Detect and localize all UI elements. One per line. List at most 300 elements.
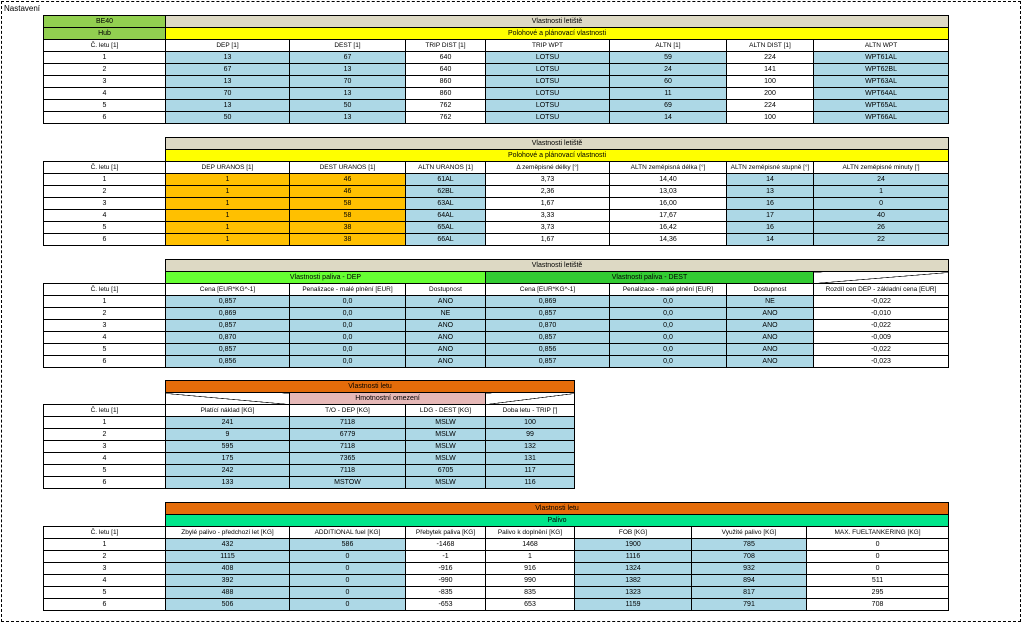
cell[interactable]: 13	[290, 64, 406, 76]
section-title: Vlastnosti letiště	[166, 16, 949, 28]
cell[interactable]: 1	[486, 551, 575, 563]
cell[interactable]: MSLW	[406, 441, 486, 453]
cell[interactable]: 432	[166, 539, 290, 551]
cell[interactable]: 17	[727, 210, 814, 222]
cell[interactable]: 1116	[575, 551, 692, 563]
cell[interactable]: 1	[44, 296, 166, 308]
col-header: DEST URANOS [1]	[290, 162, 406, 174]
col-header: Penalizace - malé plnění [EUR]	[610, 284, 727, 296]
group-header-dest: Vlastnosti paliva - DEST	[486, 272, 814, 284]
cell[interactable]: 132	[486, 441, 575, 453]
col-header: Platící náklad [KG]	[166, 405, 290, 417]
cell[interactable]: 242	[166, 465, 290, 477]
cell[interactable]: -835	[406, 587, 486, 599]
section-subtitle: Palivo	[166, 515, 949, 527]
cell[interactable]: 50	[290, 100, 406, 112]
cell[interactable]: 0,0	[610, 356, 727, 368]
cell[interactable]: 6	[44, 234, 166, 246]
cell[interactable]: 14,40	[610, 174, 727, 186]
cell[interactable]: 785	[692, 539, 807, 551]
table-row	[44, 465, 575, 477]
cell[interactable]: 13	[727, 186, 814, 198]
cell[interactable]: 894	[692, 575, 807, 587]
cell[interactable]: 4	[44, 332, 166, 344]
cell[interactable]: -0,022	[814, 344, 949, 356]
cell[interactable]: 586	[290, 539, 406, 551]
section-title: Vlastnosti letiště	[166, 138, 949, 150]
cell[interactable]: 0	[290, 575, 406, 587]
cell[interactable]: 1115	[166, 551, 290, 563]
col-header: LDG - DEST [KG]	[406, 405, 486, 417]
table-row	[44, 210, 949, 222]
col-header: ADDITIONAL fuel [KG]	[290, 527, 406, 539]
cell[interactable]: 0,0	[290, 356, 406, 368]
cell[interactable]: 392	[166, 575, 290, 587]
table-row	[44, 296, 949, 308]
cell[interactable]: 0	[807, 563, 949, 575]
cell[interactable]: 0,857	[166, 320, 290, 332]
cell[interactable]: 0,869	[166, 308, 290, 320]
cell[interactable]: MSLW	[406, 453, 486, 465]
cell[interactable]: 62BL	[406, 186, 486, 198]
fuel-table	[43, 502, 949, 611]
cell[interactable]: 117	[486, 465, 575, 477]
cell[interactable]: 762	[406, 100, 486, 112]
cell[interactable]: 2	[44, 429, 166, 441]
cell[interactable]: 0,870	[486, 320, 610, 332]
cell[interactable]: 4	[44, 88, 166, 100]
cell[interactable]: 14	[727, 174, 814, 186]
cell[interactable]: 2	[44, 186, 166, 198]
col-header: Palivo k doplnění [KG]	[486, 527, 575, 539]
cell[interactable]: 595	[166, 441, 290, 453]
cell[interactable]: 13	[290, 88, 406, 100]
cell[interactable]: ANO	[727, 308, 814, 320]
cell[interactable]: 1468	[486, 539, 575, 551]
cell[interactable]: 7118	[290, 465, 406, 477]
cell[interactable]: 22	[814, 234, 949, 246]
table-row	[44, 332, 949, 344]
cell[interactable]: 1,67	[486, 198, 610, 210]
col-header: TRIP WPT	[486, 40, 610, 52]
cell[interactable]: -0,023	[814, 356, 949, 368]
cell[interactable]: 0,0	[610, 296, 727, 308]
cell[interactable]: 3,73	[486, 222, 610, 234]
table-row	[44, 417, 575, 429]
col-header: ALTN zeměpisná délka [°]	[610, 162, 727, 174]
table-row	[44, 112, 949, 124]
table-row	[44, 234, 949, 246]
cell[interactable]: 116	[486, 477, 575, 489]
cell[interactable]: LOTSU	[486, 100, 610, 112]
cell[interactable]: -0,010	[814, 308, 949, 320]
col-header: TRIP DIST [1]	[406, 40, 486, 52]
section-title: Vlastnosti letiště	[166, 260, 949, 272]
cell[interactable]: 1	[814, 186, 949, 198]
cell[interactable]: 100	[727, 76, 814, 88]
table-row	[44, 186, 949, 198]
airport-properties-table-1	[43, 15, 949, 124]
col-header: Cena [EUR*KG^-1]	[166, 284, 290, 296]
cell[interactable]: 6	[44, 599, 166, 611]
cell[interactable]: 0,857	[166, 296, 290, 308]
cell[interactable]: 6	[44, 477, 166, 489]
cell[interactable]: 13	[166, 76, 290, 88]
cell[interactable]: WPT66AL	[814, 112, 949, 124]
col-header: Č. letu [1]	[44, 527, 166, 539]
cell[interactable]: ANO	[727, 332, 814, 344]
cell[interactable]: 61AL	[406, 174, 486, 186]
cell[interactable]: 5	[44, 100, 166, 112]
cell[interactable]: 50	[166, 112, 290, 124]
cell[interactable]: 860	[406, 76, 486, 88]
cell[interactable]: MSLW	[406, 477, 486, 489]
cell[interactable]: MSTOW	[290, 477, 406, 489]
table-row	[44, 174, 949, 186]
cell[interactable]: 241	[166, 417, 290, 429]
cell[interactable]: 1	[44, 417, 166, 429]
cell[interactable]: -916	[406, 563, 486, 575]
cell[interactable]: 14,36	[610, 234, 727, 246]
cell[interactable]: 16,00	[610, 198, 727, 210]
cell[interactable]: 0	[290, 551, 406, 563]
cell[interactable]: 16,42	[610, 222, 727, 234]
cell[interactable]: 1382	[575, 575, 692, 587]
cell[interactable]: ANO	[406, 296, 486, 308]
cell[interactable]: 59	[610, 52, 727, 64]
cell[interactable]: 24	[610, 64, 727, 76]
cell[interactable]: 0	[290, 563, 406, 575]
cell[interactable]: LOTSU	[486, 52, 610, 64]
cell[interactable]: 2,36	[486, 186, 610, 198]
cell[interactable]: 1323	[575, 587, 692, 599]
tag-be40[interactable]: BE40	[44, 16, 166, 28]
cell[interactable]: 67	[166, 64, 290, 76]
cell[interactable]: 0	[290, 599, 406, 611]
cell[interactable]: 0,0	[610, 332, 727, 344]
col-header: DEP URANOS [1]	[166, 162, 290, 174]
cell[interactable]: 13	[166, 100, 290, 112]
cell[interactable]: 224	[727, 52, 814, 64]
table-row	[44, 429, 575, 441]
cell[interactable]: 6	[44, 356, 166, 368]
cell[interactable]: 99	[486, 429, 575, 441]
cell[interactable]: 0,857	[166, 344, 290, 356]
col-header: Č. letu [1]	[44, 40, 166, 52]
cell[interactable]: LOTSU	[486, 64, 610, 76]
cell[interactable]: WPT61AL	[814, 52, 949, 64]
cell[interactable]: 13	[166, 52, 290, 64]
cell[interactable]: ANO	[727, 356, 814, 368]
cell[interactable]: WPT65AL	[814, 100, 949, 112]
cell[interactable]: 38	[290, 234, 406, 246]
cell[interactable]: 63AL	[406, 198, 486, 210]
cell[interactable]: 16	[727, 198, 814, 210]
table-row	[44, 308, 949, 320]
cell[interactable]: 3	[44, 198, 166, 210]
cell[interactable]: 200	[727, 88, 814, 100]
cell[interactable]: ANO	[727, 320, 814, 332]
cell[interactable]: 3	[44, 563, 166, 575]
cell[interactable]: 7365	[290, 453, 406, 465]
cell[interactable]: -1468	[406, 539, 486, 551]
cell[interactable]: 791	[692, 599, 807, 611]
diagonal-cell	[166, 393, 290, 405]
table-row	[44, 551, 949, 563]
cell[interactable]: WPT64AL	[814, 88, 949, 100]
cell[interactable]: MSLW	[406, 417, 486, 429]
cell[interactable]: 4	[44, 210, 166, 222]
cell[interactable]: 224	[727, 100, 814, 112]
cell[interactable]: ANO	[406, 320, 486, 332]
cell[interactable]: 60	[610, 76, 727, 88]
cell[interactable]: 653	[486, 599, 575, 611]
cell[interactable]: ANO	[406, 356, 486, 368]
cell[interactable]: 1	[166, 198, 290, 210]
cell[interactable]: 3	[44, 76, 166, 88]
cell[interactable]: 38	[290, 222, 406, 234]
cell[interactable]: 1	[44, 52, 166, 64]
section-title: Vlastnosti letu	[166, 503, 949, 515]
cell[interactable]: NE	[727, 296, 814, 308]
cell[interactable]: 40	[814, 210, 949, 222]
sheet-title: Nastavení	[4, 4, 41, 13]
table-row	[44, 64, 949, 76]
cell[interactable]: -0,022	[814, 296, 949, 308]
cell[interactable]: 16	[727, 222, 814, 234]
cell[interactable]: 141	[727, 64, 814, 76]
cell[interactable]: 0,857	[486, 308, 610, 320]
cell[interactable]: 0,0	[610, 308, 727, 320]
col-header: Rozdíl cen DEP - základní cena [EUR]	[814, 284, 949, 296]
cell[interactable]: 64AL	[406, 210, 486, 222]
cell[interactable]: 817	[692, 587, 807, 599]
col-header: DEST [1]	[290, 40, 406, 52]
col-header: Č. letu [1]	[44, 405, 166, 417]
col-header: T/O - DEP [KG]	[290, 405, 406, 417]
cell[interactable]: 2	[44, 308, 166, 320]
cell[interactable]: 932	[692, 563, 807, 575]
cell[interactable]: -1	[406, 551, 486, 563]
cell[interactable]: 0,857	[486, 332, 610, 344]
cell[interactable]: 6	[44, 112, 166, 124]
table-row	[44, 477, 575, 489]
cell[interactable]: 0,0	[290, 344, 406, 356]
cell[interactable]: 0,0	[290, 320, 406, 332]
cell[interactable]: 0,856	[486, 344, 610, 356]
cell[interactable]: 708	[807, 599, 949, 611]
col-header: Penalizace - malé plnění [EUR]	[290, 284, 406, 296]
cell[interactable]: 1	[166, 186, 290, 198]
col-header: ALTN WPT	[814, 40, 949, 52]
table-row	[44, 344, 949, 356]
cell[interactable]: 640	[406, 52, 486, 64]
cell[interactable]: 0	[814, 198, 949, 210]
cell[interactable]: WPT63AL	[814, 76, 949, 88]
cell[interactable]: 3	[44, 320, 166, 332]
cell[interactable]: 0,857	[486, 356, 610, 368]
cell[interactable]: 0,870	[166, 332, 290, 344]
table-row	[44, 52, 949, 64]
cell[interactable]: 1,67	[486, 234, 610, 246]
cell[interactable]: 1	[166, 222, 290, 234]
table-row	[44, 539, 949, 551]
diagonal-cell	[814, 272, 949, 284]
cell[interactable]: -990	[406, 575, 486, 587]
cell[interactable]: 0,0	[290, 332, 406, 344]
cell[interactable]: ANO	[727, 344, 814, 356]
cell[interactable]: 133	[166, 477, 290, 489]
cell[interactable]: 1	[166, 174, 290, 186]
cell[interactable]: 1900	[575, 539, 692, 551]
col-header: Δ zeměpisné délky [°]	[486, 162, 610, 174]
cell[interactable]: 0	[290, 587, 406, 599]
cell[interactable]: LOTSU	[486, 112, 610, 124]
col-header: ALTN URANOS [1]	[406, 162, 486, 174]
cell[interactable]: 58	[290, 198, 406, 210]
cell[interactable]: 506	[166, 599, 290, 611]
cell[interactable]: 7118	[290, 441, 406, 453]
cell[interactable]: 26	[814, 222, 949, 234]
cell[interactable]: WPT62BL	[814, 64, 949, 76]
cell[interactable]: 0,0	[290, 296, 406, 308]
cell[interactable]: 0,0	[610, 320, 727, 332]
cell[interactable]: 511	[807, 575, 949, 587]
cell[interactable]: 488	[166, 587, 290, 599]
table-row	[44, 76, 949, 88]
cell[interactable]: 2	[44, 64, 166, 76]
cell[interactable]: 58	[290, 210, 406, 222]
cell[interactable]: LOTSU	[486, 88, 610, 100]
fuel-properties-table	[43, 259, 949, 368]
tag-hub[interactable]: Hub	[44, 28, 166, 40]
cell[interactable]: 1159	[575, 599, 692, 611]
cell[interactable]: ANO	[406, 344, 486, 356]
section-subtitle: Hmotnostní omezení	[290, 393, 486, 405]
cell[interactable]: 14	[610, 112, 727, 124]
cell[interactable]: 66AL	[406, 234, 486, 246]
table-row	[44, 100, 949, 112]
cell[interactable]: 7118	[290, 417, 406, 429]
cell[interactable]: -0,009	[814, 332, 949, 344]
section-title: Vlastnosti letu	[166, 381, 575, 393]
cell[interactable]: 100	[727, 112, 814, 124]
col-header: Dostupnost	[406, 284, 486, 296]
cell[interactable]: 5	[44, 465, 166, 477]
col-header: ALTN [1]	[610, 40, 727, 52]
cell[interactable]: 0,869	[486, 296, 610, 308]
cell[interactable]: 6779	[290, 429, 406, 441]
cell[interactable]: 175	[166, 453, 290, 465]
cell[interactable]: 1	[166, 234, 290, 246]
cell[interactable]: 13,03	[610, 186, 727, 198]
cell[interactable]: 860	[406, 88, 486, 100]
cell[interactable]: LOTSU	[486, 76, 610, 88]
cell[interactable]: 24	[814, 174, 949, 186]
cell[interactable]: -653	[406, 599, 486, 611]
col-header: Č. letu [1]	[44, 162, 166, 174]
cell[interactable]: 708	[692, 551, 807, 563]
cell[interactable]: 640	[406, 64, 486, 76]
cell[interactable]: 1	[166, 210, 290, 222]
cell[interactable]: 835	[486, 587, 575, 599]
cell[interactable]: -0,022	[814, 320, 949, 332]
table-row	[44, 587, 949, 599]
airport-properties-table-2	[43, 137, 949, 246]
cell[interactable]: 70	[166, 88, 290, 100]
table-row	[44, 575, 949, 587]
cell[interactable]: 6705	[406, 465, 486, 477]
col-header: Dostupnost	[727, 284, 814, 296]
flight-weight-table	[43, 380, 575, 489]
cell[interactable]: 65AL	[406, 222, 486, 234]
cell[interactable]: MSLW	[406, 429, 486, 441]
cell[interactable]: 69	[610, 100, 727, 112]
cell[interactable]: 5	[44, 587, 166, 599]
section-subtitle: Polohové a plánovací vlastnosti	[166, 150, 949, 162]
cell[interactable]: 0,0	[290, 308, 406, 320]
cell[interactable]: 14	[727, 234, 814, 246]
cell[interactable]: 70	[290, 76, 406, 88]
cell[interactable]: 67	[290, 52, 406, 64]
section-subtitle: Polohové a plánovací vlastnosti	[166, 28, 949, 40]
cell[interactable]: 9	[166, 429, 290, 441]
cell[interactable]: 11	[610, 88, 727, 100]
cell[interactable]: 3,33	[486, 210, 610, 222]
cell[interactable]: 5	[44, 344, 166, 356]
cell[interactable]: 3,73	[486, 174, 610, 186]
col-header: Cena [EUR*KG^-1]	[486, 284, 610, 296]
cell[interactable]: 295	[807, 587, 949, 599]
cell[interactable]: 0,856	[166, 356, 290, 368]
cell[interactable]: ANO	[406, 332, 486, 344]
cell[interactable]: 0	[807, 551, 949, 563]
cell[interactable]: 990	[486, 575, 575, 587]
cell[interactable]: 1324	[575, 563, 692, 575]
cell[interactable]: 4	[44, 575, 166, 587]
table-row	[44, 563, 949, 575]
cell[interactable]: 916	[486, 563, 575, 575]
cell[interactable]: 762	[406, 112, 486, 124]
cell[interactable]: 5	[44, 222, 166, 234]
cell[interactable]: 100	[486, 417, 575, 429]
cell[interactable]: 17,67	[610, 210, 727, 222]
table-row	[44, 356, 949, 368]
col-header: Doba letu - TRIP [']	[486, 405, 575, 417]
cell[interactable]: 3	[44, 441, 166, 453]
group-header-dep: Vlastnosti paliva - DEP	[166, 272, 486, 284]
cell[interactable]: 0	[807, 539, 949, 551]
col-header: MAX. FUELTANKERING [KG]	[807, 527, 949, 539]
cell[interactable]: 13	[290, 112, 406, 124]
table-row	[44, 198, 949, 210]
col-header: ALTN zeměpisné stupně [°]	[727, 162, 814, 174]
cell[interactable]: 408	[166, 563, 290, 575]
cell[interactable]: 46	[290, 186, 406, 198]
cell[interactable]: 131	[486, 453, 575, 465]
cell[interactable]: 1	[44, 174, 166, 186]
cell[interactable]: 4	[44, 453, 166, 465]
cell[interactable]: 0,0	[610, 344, 727, 356]
cell[interactable]: 2	[44, 551, 166, 563]
diagonal-cell	[486, 393, 575, 405]
col-header: Č. letu [1]	[44, 284, 166, 296]
cell[interactable]: 1	[44, 539, 166, 551]
table-row	[44, 599, 949, 611]
cell[interactable]: 46	[290, 174, 406, 186]
cell[interactable]: NE	[406, 308, 486, 320]
col-header: Využité palivo [KG]	[692, 527, 807, 539]
